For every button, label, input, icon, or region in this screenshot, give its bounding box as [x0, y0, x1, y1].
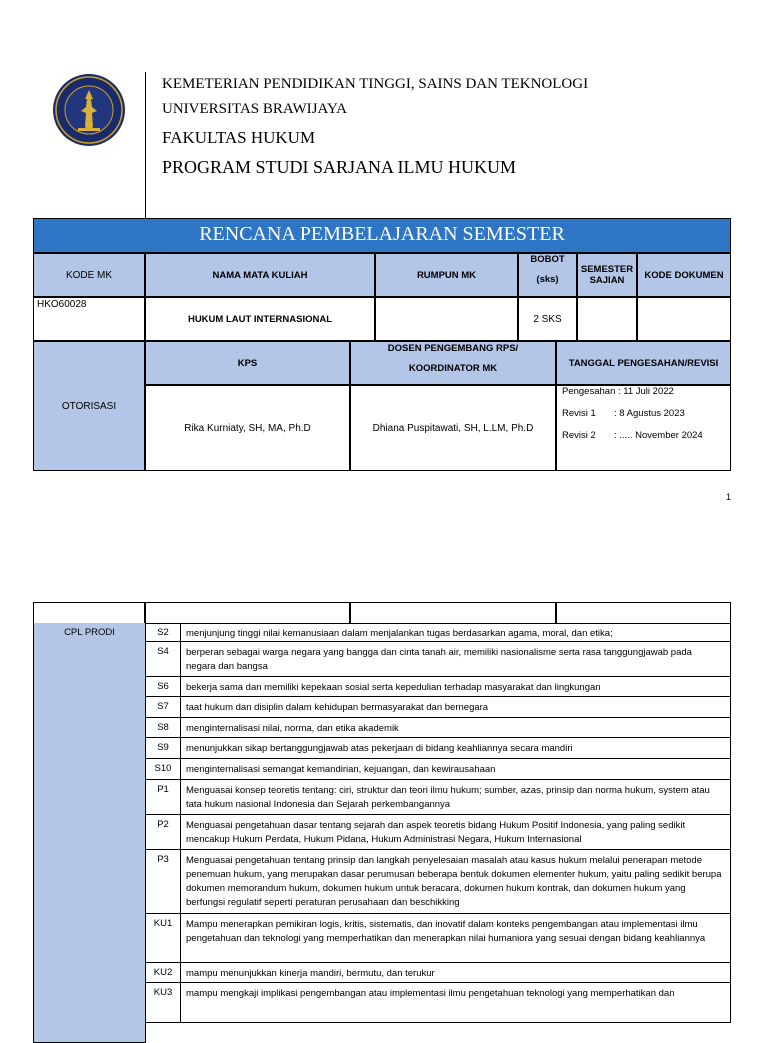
bobot-header-line1: BOBOT [530, 254, 565, 265]
kps-header: KPS [145, 341, 350, 385]
cpl-description: menginternalisasi semangat kemandirian, kejuangan, dan kewirausahaan [181, 759, 731, 780]
semester-header-line1: SEMESTER [580, 264, 634, 275]
cpl-empty-header-1 [33, 602, 145, 624]
cpl-row [33, 815, 731, 850]
header-divider [145, 72, 146, 218]
revisi2-date: : ..... November 2024 [614, 430, 703, 441]
nama-mk-value: HUKUM LAUT INTERNASIONAL [145, 297, 375, 341]
semester-value [577, 297, 637, 341]
cpl-description: Menguasai konsep teoretis tentang: ciri, struktur dan teori ilmu hukum; sumber, azas, prinsip dan norma hukum, system atau tata hukum nasional Indonesia dan Sejarah perkembangannya [181, 780, 731, 815]
kode-dokumen-value [637, 297, 731, 341]
cpl-description: menjunjung tinggi nilai kemanusiaan dalam menjalankan tugas berdasarkan agama, moral, dan etika; [181, 623, 731, 642]
tanggal-values [556, 385, 731, 471]
faculty-name: FAKULTAS HUKUM [162, 128, 316, 147]
cpl-description: bekerja sama dan memiliki kepekaan sosial serta kepedulian terhadap masyarakat dan lingkungan [181, 677, 731, 697]
cpl-code: P3 [145, 850, 181, 914]
revisi2-label: Revisi 2 [562, 430, 596, 441]
kode-mk-value: HKO60028 [33, 297, 145, 341]
cpl-code: S8 [145, 718, 181, 738]
revisi1-label: Revisi 1 [562, 408, 596, 419]
semester-header-line2: SAJIAN [589, 275, 625, 286]
dosen-name: Dhiana Puspitawati, SH, L.LM, Ph.D [350, 385, 556, 471]
cpl-row [33, 759, 731, 780]
cpl-row [33, 697, 731, 718]
study-program-name: PROGRAM STUDI SARJANA ILMU HUKUM [162, 157, 517, 177]
rps-title: RENCANA PEMBELAJARAN SEMESTER [33, 218, 731, 253]
pengesahan-date: Pengesahan : 11 Juli 2022 [562, 386, 674, 397]
university-name: UNIVERSITAS BRAWIJAYA [162, 101, 347, 117]
cpl-code: S4 [145, 642, 181, 677]
cpl-row [33, 677, 731, 697]
semester-header [577, 253, 637, 297]
cpl-code: P1 [145, 780, 181, 815]
page-number: 1 [725, 492, 731, 502]
kode-mk-header: KODE MK [33, 253, 145, 297]
revisi2-row [562, 425, 730, 447]
bobot-header-line2: (sks) [536, 274, 559, 285]
cpl-empty-header-3 [350, 602, 556, 624]
tanggal-header: TANGGAL PENGESAHAN/REVISI [556, 341, 731, 385]
cpl-description: menunjukkan sikap bertanggungjawab atas pekerjaan di bidang keahliannya secara mandiri [181, 738, 731, 759]
dosen-header [350, 341, 556, 385]
cpl-description: berperan sebagai warga negara yang bangga dan cinta tanah air, memiliki nasionalisme serta rasa tanggungjawab pada negara dan bangsa [181, 642, 731, 677]
rumpun-mk-header: RUMPUN MK [375, 253, 518, 297]
cpl-code: KU1 [145, 914, 181, 963]
cpl-row [33, 738, 731, 759]
ministry-name: KEMETERIAN PENDIDIKAN TINGGI, SAINS DAN TEKNOLOGI [162, 76, 589, 92]
cpl-row [33, 983, 731, 1023]
dosen-header-line2: KOORDINATOR MK [408, 363, 498, 374]
cpl-row [33, 963, 731, 983]
cpl-code: S10 [145, 759, 181, 780]
otorisasi-label: OTORISASI [33, 341, 145, 471]
cpl-row [33, 914, 731, 963]
cpl-row [33, 780, 731, 815]
bobot-header [518, 253, 577, 297]
kode-dokumen-header: KODE DOKUMEN [637, 253, 731, 297]
cpl-description: mampu mengkaji implikasi pengembangan atau implementasi ilmu pengetahuan teknologi yang memperhatikan dan [181, 983, 731, 1023]
cpl-prodi-label: CPL PRODI [33, 623, 146, 1043]
cpl-description: menginternalisasi nilai, norma, dan etika akademik [181, 718, 731, 738]
cpl-row [33, 642, 731, 677]
cpl-code: S6 [145, 677, 181, 697]
cpl-description: taat hukum dan disiplin dalam kehidupan bermasyarakat dan bernegara [181, 697, 731, 718]
cpl-code: S2 [145, 623, 181, 642]
cpl-empty-header-4 [556, 602, 731, 624]
cpl-code: S9 [145, 738, 181, 759]
bobot-value: 2 SKS [518, 297, 577, 341]
revisi1-row [562, 403, 730, 425]
cpl-description: Menguasai pengetahuan dasar tentang sejarah dan aspek teoretis bidang Hukum Positif Indonesia, yang paling sedikit mencakup Hukum Perdata, Hukum Pidana, Hukum Administrasi Negara, Hukum Internasional [181, 815, 731, 850]
cpl-description: mampu menunjukkan kinerja mandiri, bermutu, dan terukur [181, 963, 731, 983]
kps-name: Rika Kurniaty, SH, MA, Ph.D [145, 385, 350, 471]
cpl-description: Mampu menerapkan pemikiran logis, kritis, sistematis, dan inovatif dalam konteks pengembangan atau implementasi ilmu pengetahuan dan teknologi yang memperhatikan dan menerapkan nilai humaniora yang sesuai dengan bidang keahliannya [181, 914, 731, 963]
nama-mk-header: NAMA MATA KULIAH [145, 253, 375, 297]
cpl-row [33, 850, 731, 914]
cpl-code: P2 [145, 815, 181, 850]
cpl-empty-header-2 [145, 602, 350, 624]
cpl-code: KU2 [145, 963, 181, 983]
cpl-description: Menguasai pengetahuan tentang prinsip dan langkah penyelesaian masalah atau kasus hukum melalui penerapan metode penemuan hukum, yang merupakan dasar perumusan beberapa bentuk dokumen elementer hukum, yaitu paling sedikit berupa dokumen memorandum hukum, dokumen hukum untuk beracara, dokumen hukum kontrak, dan dokumen hukum yang berfungsi regulatif seperti peraturan perusahaan dan beschikking [181, 850, 731, 914]
cpl-code: KU3 [145, 983, 181, 1023]
dosen-header-line1: DOSEN PENGEMBANG RPS/ [387, 343, 519, 354]
cpl-code: S7 [145, 697, 181, 718]
cpl-row [33, 718, 731, 738]
revisi1-date: : 8 Agustus 2023 [614, 408, 685, 419]
university-logo [52, 73, 126, 147]
rumpun-mk-value [375, 297, 518, 341]
cpl-row [33, 623, 731, 642]
